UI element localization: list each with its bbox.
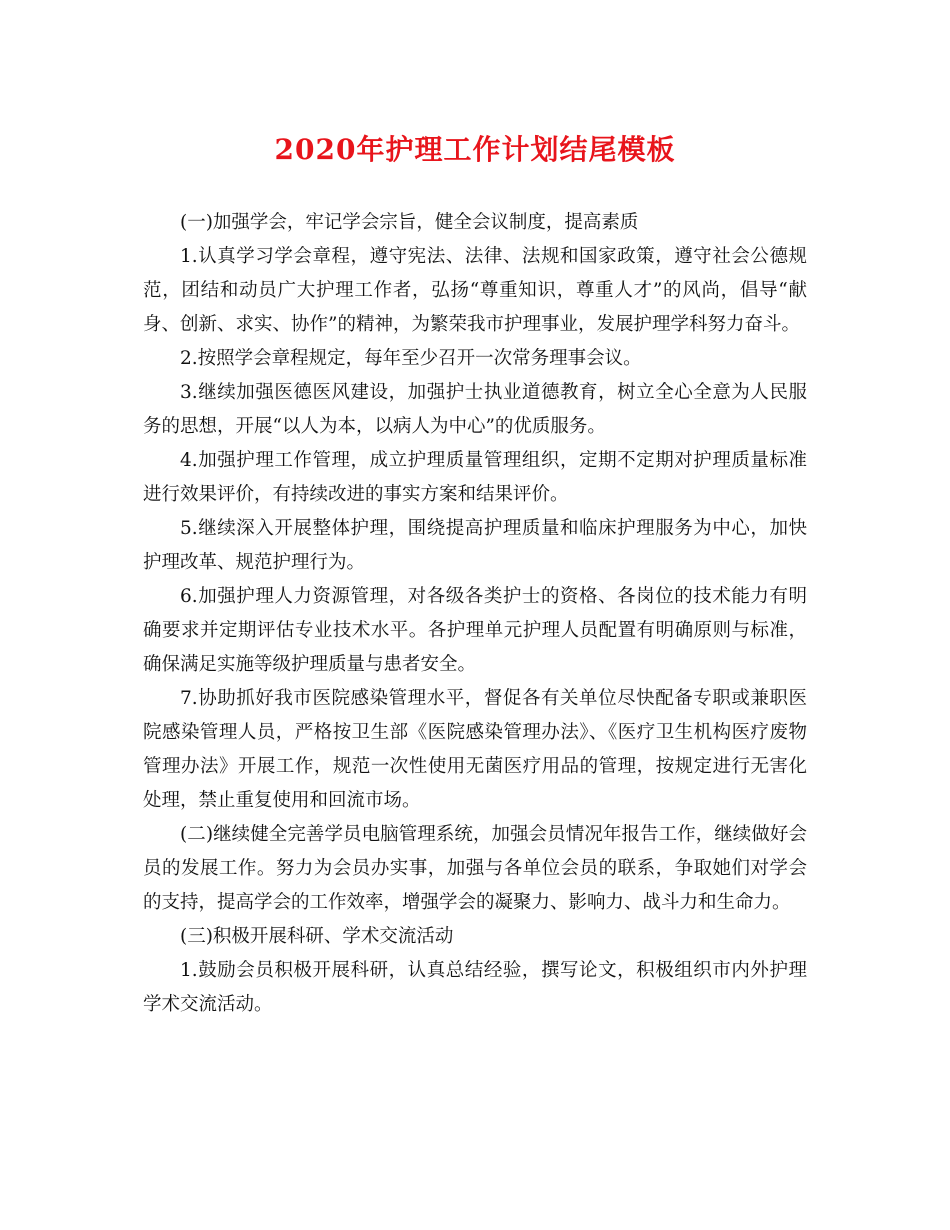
paragraph-item-3: 3.继续加强医德医风建设，加强护士执业道德教育，树立全心全意为人民服务的思想，开展“以人为本，以病人为中心”的优质服务。: [143, 382, 807, 437]
paragraph-section-3-item-1: 1.鼓励会员积极开展科研，认真总结经验，撰写论文，积极组织市内外护理学术交流活动。: [143, 960, 807, 1015]
paragraph-item-4: 4.加强护理工作管理，成立护理质量管理组织，定期不定期对护理质量标准进行效果评价，有持续改进的事实方案和结果评价。: [143, 450, 807, 505]
paragraph-section-1-heading: (一)加强学会，牢记学会宗旨，健全会议制度，提高素质: [180, 212, 639, 233]
paragraph-section-3-heading: (三)积极开展科研、学术交流活动: [180, 926, 454, 947]
paragraph-item-6: 6.加强护理人力资源管理，对各级各类护士的资格、各岗位的技术能力有明确要求并定期评估专业技术水平。各护理单元护理人员配置有明确原则与标准，确保满足实施等级护理质量与患者安全。: [143, 586, 807, 675]
paragraph-item-7: 7.协助抓好我市医院感染管理水平，督促各有关单位尽快配备专职或兼职医院感染管理人员，严格按卫生部《医院感染管理办法》、《医疗卫生机构医疗废物管理办法》开展工作，规范一次性使用无菌医疗用品的管理，按规定进行无害化处理，禁止重复使用和回流市场。: [143, 688, 807, 811]
paragraph-item-2: 2.按照学会章程规定，每年至少召开一次常务理事会议。: [180, 348, 642, 369]
paragraph-item-1: 1.认真学习学会章程，遵守宪法、法律、法规和国家政策，遵守社会公德规范，团结和动员广大护理工作者，弘扬“尊重知识，尊重人才”的风尚，倡导“献身、创新、求实、协作”的精神，为繁荣我市护理事业，发展护理学科努力奋斗。: [143, 246, 807, 335]
document-body: [143, 206, 807, 1022]
paragraph-section-2: (二)继续健全完善学员电脑管理系统，加强会员情况年报告工作，继续做好会员的发展工作。努力为会员办实事，加强与各单位会员的联系，争取她们对学会的支持，提高学会的工作效率，增强学会的凝聚力、影响力、战斗力和生命力。: [143, 824, 807, 913]
paragraph-item-5: 5.继续深入开展整体护理，围绕提高护理质量和临床护理服务为中心，加快护理改革、规范护理行为。: [143, 518, 807, 573]
document-title: 2020年护理工作计划结尾模板: [274, 133, 676, 166]
